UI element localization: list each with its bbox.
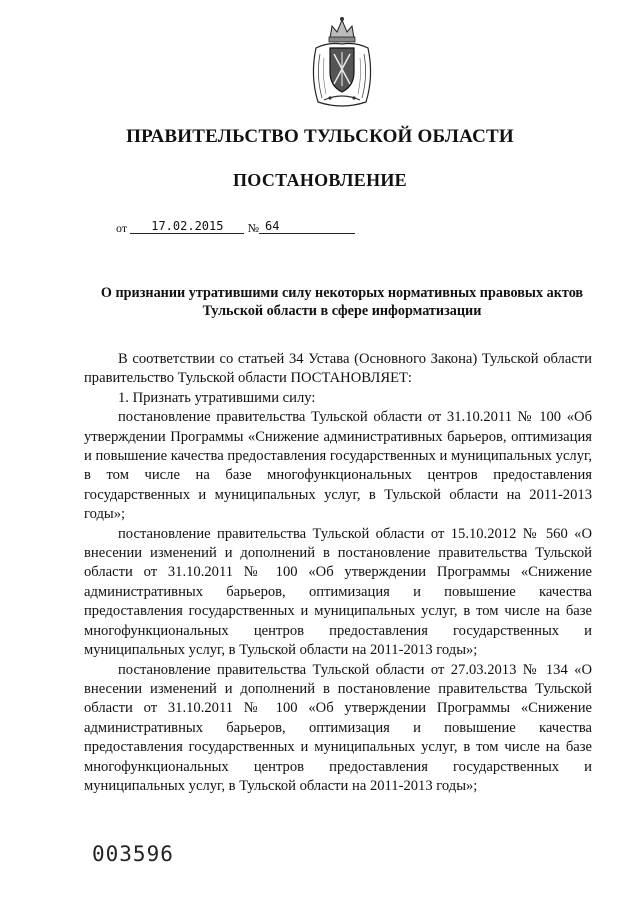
coat-of-arms-emblem [306, 14, 378, 114]
document-subject: О признании утратившими силу некоторых нормативных правовых актов Тульской области в сфере информатизации [100, 285, 584, 319]
document-date-number-line [116, 220, 355, 236]
repealed-act-3: постановление правительства Тульской области от 27.03.2013 № 134 «О внесении изменений и дополнений в постановление правительства Тульской области от 31.10.2011 № 100 «Об утверждении Программы «Снижение административных барьеров, оптимизация и повышение качества предоставления государственных и муниципальных услуг, в том числе на базе многофункциональных центров предоставления государственных и муниципальных услуг, в Тульской области на 2011-2013 годы»; [84, 661, 592, 794]
document-body [84, 350, 592, 796]
document-number: 64 [259, 219, 355, 234]
body-item-1: 1. Признать утратившими силу: [118, 389, 316, 406]
government-title: ПРАВИТЕЛЬСТВО ТУЛЬСКОЙ ОБЛАСТИ [126, 126, 514, 147]
document-date: 17.02.2015 [130, 219, 244, 234]
number-label: № [247, 221, 260, 235]
date-label: от [116, 221, 128, 235]
form-serial-number: 003596 [92, 842, 174, 866]
repealed-act-2: постановление правительства Тульской области от 15.10.2012 № 560 «О внесении изменений и дополнений в постановление правительства Тульской области от 31.10.2011 № 100 «Об утверждении Программы «Снижение административных барьеров, оптимизация и повышение качества предоставления государственных и муниципальных услуг, в том числе на базе многофункциональных центров предоставления государственных и муниципальных услуг, в Тульской области на 2011-2013 годы»; [84, 525, 592, 659]
document-type-title: ПОСТАНОВЛЕНИЕ [233, 170, 407, 190]
body-intro-paragraph: В соответствии со статьей 34 Устава (Основного Закона) Тульской области правительство Тульской области ПОСТАНОВЛЯЕТ: [84, 351, 592, 387]
repealed-act-1: постановление правительства Тульской области от 31.10.2011 № 100 «Об утверждении Программы «Снижение административных барьеров, оптимизация и повышение качества предоставления государственных и муниципальных услуг, в том числе на базе многофункциональных центров предоставления государственных и муниципальных услуг, в Тульской области на 2011-2013 годы»; [84, 409, 592, 523]
